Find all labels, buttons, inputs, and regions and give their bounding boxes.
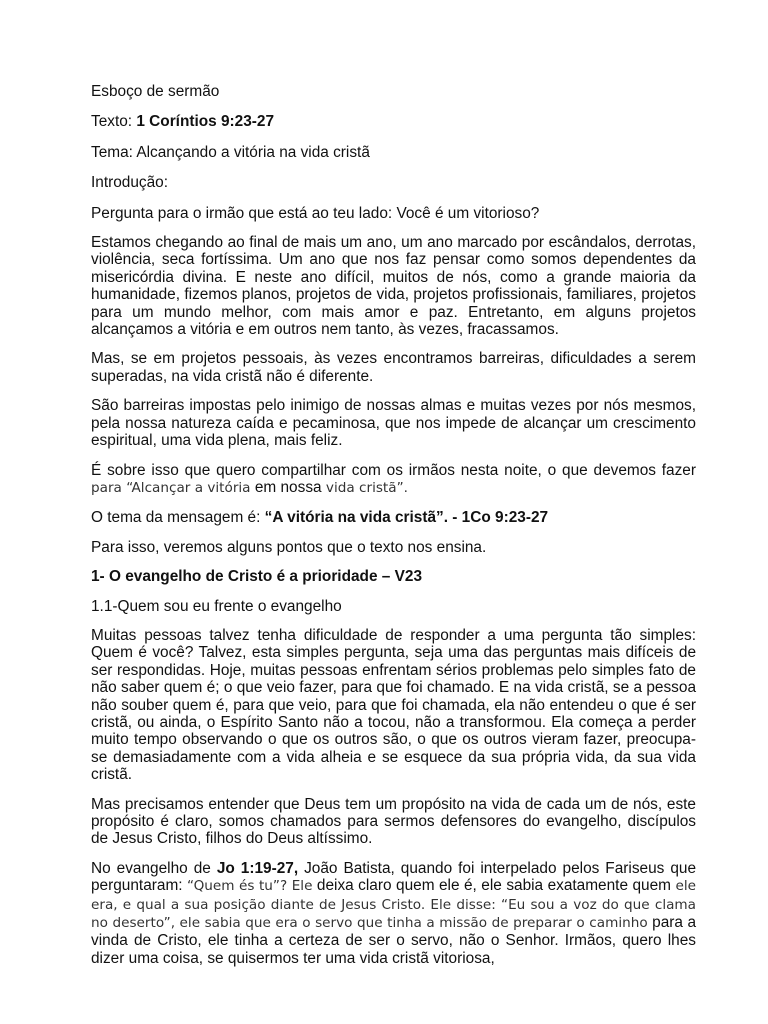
intro-paragraph-2: Mas, se em projetos pessoais, às vezes encontramos barreiras, dificuldades a serem superadas, na vida cristã não é diferente. bbox=[91, 350, 696, 385]
section-1-paragraph-3 bbox=[91, 860, 696, 967]
scripture-reference: 1 Coríntios 9:23-27 bbox=[136, 113, 275, 131]
texto-label: Texto: bbox=[91, 113, 137, 131]
section-1-heading: 1- O evangelho de Cristo é a prioridade – V23 bbox=[91, 568, 423, 586]
intro-paragraph-4 bbox=[91, 462, 696, 498]
points-intro: Para isso, veremos alguns pontos que o texto nos ensina. bbox=[91, 538, 487, 556]
section-1-paragraph-1: Muitas pessoas talvez tenha dificuldade de responder a uma pergunta tão simples: Quem é você? Talvez, esta simples pergunta, seja uma das perguntas mais difíceis de ser respondidas. Hoje, muitas pessoas enfrentam sérios problemas pelo simples fato de não saber quem é; o que veio fazer, para que foi chamado. E na vida cristã, se a pessoa não souber quem é, para que veio, para que foi chamada, ela não entendeu o que é ser cristã, ou ainda, o Espírito Santo não a tocou, não a transformou. Ela começa a perder muito tempo observando o que os outros são, o que os outros vieram fazer, preocupa-se demasiadamente com a vida alheia e se esquece da sua própria vida, da sua vida cristã. bbox=[91, 626, 696, 784]
message-theme-title: “A vitória na vida cristã”. - 1Co 9:23-27 bbox=[264, 509, 549, 527]
section-1-p3-part-d: “Quem és tu”? Ele bbox=[187, 878, 313, 895]
section-1-p3-part-c: João Batista, quando foi interpelado pelos Fariseus que perguntaram: bbox=[91, 859, 696, 895]
scripture-text-line bbox=[91, 113, 696, 130]
message-theme-label: O tema da mensagem é: bbox=[91, 509, 265, 527]
section-1-p3-part-g: para a vinda de Cristo, ele tinha a certeza de ser o servo, não o Senhor. Irmãos, quero lhes dizer uma coisa, se quisermos ter uma vida cristã vitoriosa, bbox=[91, 914, 697, 967]
introduction-heading: Introdução: bbox=[91, 174, 169, 192]
section-1-p3-part-a: No evangelho de bbox=[91, 859, 217, 877]
message-theme bbox=[91, 509, 696, 526]
section-1-p3-reference: Jo 1:19-27, bbox=[216, 859, 299, 877]
sermon-theme: Tema: Alcançando a vitória na vida cristã bbox=[91, 143, 370, 161]
section-1-paragraph-2: Mas precisamos entender que Deus tem um propósito na vida de cada um de nós, este propósito é claro, somos chamados para sermos defensores do evangelho, discípulos de Jesus Cristo, filhos do Deus altíssimo. bbox=[91, 795, 696, 848]
intro-question: Pergunta para o irmão que está ao teu lado: Você é um vitorioso? bbox=[91, 204, 540, 222]
intro-p4-part-a: É sobre isso que quero compartilhar com os irmãos nesta noite, o que devemos fazer bbox=[91, 461, 696, 479]
section-1-p3-part-e: deixa claro quem ele é, ele sabia exatamente quem bbox=[312, 877, 676, 895]
intro-p4-part-b: para “Alcançar a vitória bbox=[91, 479, 255, 496]
document-type: Esboço de sermão bbox=[91, 83, 220, 100]
section-1-1-subheading: 1.1-Quem sou eu frente o evangelho bbox=[91, 597, 342, 615]
intro-p4-part-c: em nossa bbox=[254, 478, 322, 496]
intro-paragraph-3: São barreiras impostas pelo inimigo de nossas almas e muitas vezes por nós mesmos, pela nossa natureza caída e pecaminosa, que nos impede de alcançar um crescimento espiritual, uma vida plena, mais feliz. bbox=[91, 397, 696, 450]
section-1-p3-part-f: ele era, e qual a sua posição diante de Jesus Cristo. Ele disse: “Eu sou a voz do que clama no deserto”, ele sabia que era o servo que tinha a missão de preparar o caminho bbox=[91, 878, 696, 932]
intro-p4-part-d: vida cristã”. bbox=[321, 479, 408, 496]
intro-paragraph-1: Estamos chegando ao final de mais um ano, um ano marcado por escândalos, derrotas, violência, seca fortíssima. Um ano que nos faz pensar como somos dependentes da misericórdia divina. E neste ano difícil, muitos de nós, como a grande maioria da humanidade, fizemos planos, projetos de vida, projetos profissionais, familiares, projetos para um mundo melhor, com mais amor e paz. Entretanto, em alguns projetos alcançamos a vitória e em outros nem tanto, às vezes, fracassamos. bbox=[91, 234, 696, 339]
